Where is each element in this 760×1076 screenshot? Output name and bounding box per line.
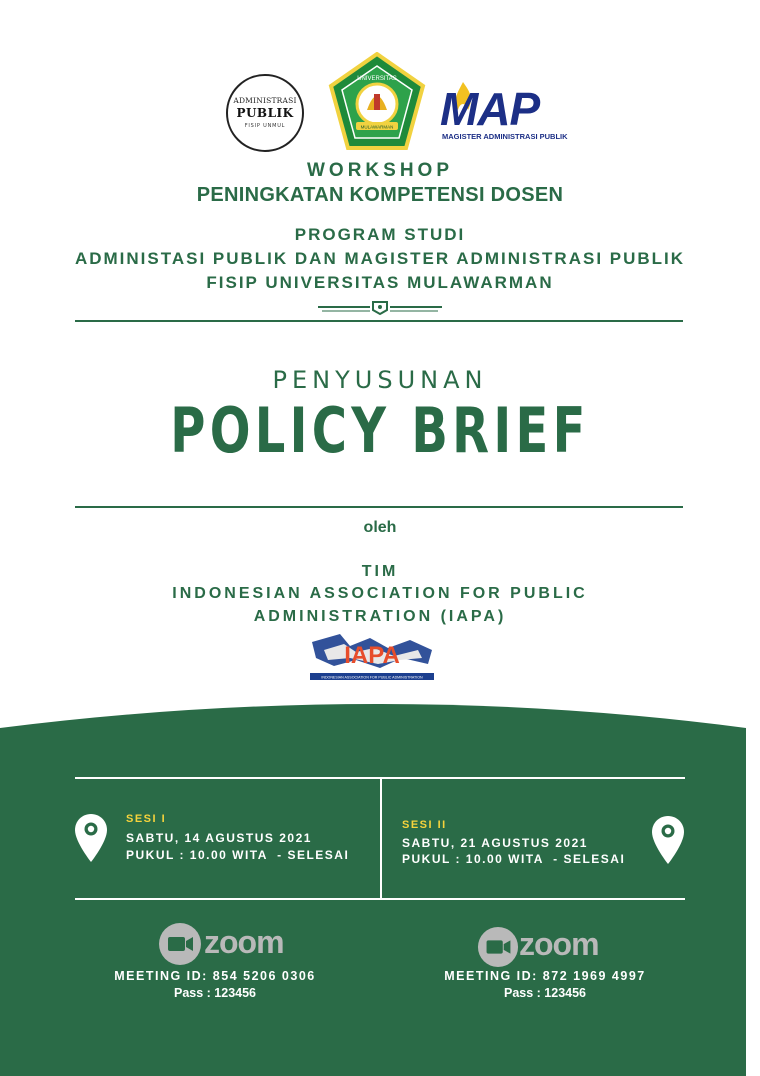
location-pin-icon — [74, 813, 108, 863]
workshop-subtitle: PENINGKATAN KOMPETENSI DOSEN — [196, 184, 564, 206]
zoom-logo-1 — [158, 920, 298, 964]
ap-logo-line2: PUBLIK — [236, 106, 294, 120]
unmul-logo — [326, 52, 428, 152]
program-line: ADMINISTASI PUBLIK DAN MAGISTER ADMINISTRASI PUBLIK — [74, 249, 686, 268]
session1-label: SESI I — [126, 813, 167, 825]
zoom-icon — [477, 926, 519, 968]
workshop-title: WORKSHOP — [307, 160, 453, 181]
program-studi-label: PROGRAM STUDI — [294, 225, 466, 244]
administrasi-publik-logo — [226, 74, 304, 152]
meeting2-pass: Pass : 123456 — [503, 986, 586, 1000]
map-logo-subtitle: MAGISTER ADMINISTRASI PUBLIK — [442, 132, 568, 141]
zoom-wordmark-2: zoom — [519, 926, 599, 962]
unmul-logo-bottom: MULAWARMAN — [360, 124, 394, 130]
team-line1: INDONESIAN ASSOCIATION FOR PUBLIC — [172, 585, 588, 602]
middle-divider — [75, 506, 683, 508]
iapa-logo — [310, 630, 434, 682]
zoom-wordmark-1: zoom — [204, 924, 284, 960]
faculty-line: FISIP UNIVERSITAS MULAWARMAN — [206, 273, 554, 292]
session2-time: PUKUL : 10.00 WITA - SELESAI — [402, 852, 626, 866]
meeting1-pass: Pass : 123456 — [173, 986, 256, 1000]
bottom-bottom-line — [75, 898, 685, 900]
map-logo-title: MAP — [440, 83, 540, 135]
ornament-divider — [318, 298, 442, 316]
by-label: oleh — [363, 519, 397, 536]
top-divider — [75, 320, 683, 322]
iapa-logo-title: IAPA — [344, 642, 400, 669]
session1-date: SABTU, 14 AGUSTUS 2021 — [126, 831, 312, 845]
session2-date: SABTU, 21 AGUSTUS 2021 — [402, 836, 588, 850]
topic-small: PENYUSUNAN — [272, 366, 488, 394]
topic-big: POLICY BRIEF — [170, 394, 590, 467]
session1-time: PUKUL : 10.00 WITA - SELESAI — [126, 848, 350, 862]
unmul-logo-top: UNIVERSITAS — [357, 76, 397, 82]
meeting2-id[interactable]: MEETING ID: 872 1969 4997 — [444, 969, 646, 983]
meeting1-id[interactable]: MEETING ID: 854 5206 0306 — [114, 969, 316, 983]
team-label: TIM — [361, 563, 399, 580]
team-line2: ADMINISTRATION (IAPA) — [253, 608, 507, 625]
iapa-logo-subtitle: INDONESIAN ASSOCIATION FOR PUBLIC ADMINISTRATION — [321, 675, 423, 680]
ap-logo-line3: FISIP UNMUL — [244, 123, 286, 129]
zoom-icon — [158, 922, 202, 966]
session-separator — [380, 779, 382, 898]
session2-label: SESI II — [402, 819, 447, 831]
map-logo — [440, 80, 568, 150]
zoom-logo-2 — [477, 924, 617, 968]
ap-logo-line1: ADMINISTRASI — [233, 96, 297, 105]
location-pin-icon — [651, 815, 685, 865]
